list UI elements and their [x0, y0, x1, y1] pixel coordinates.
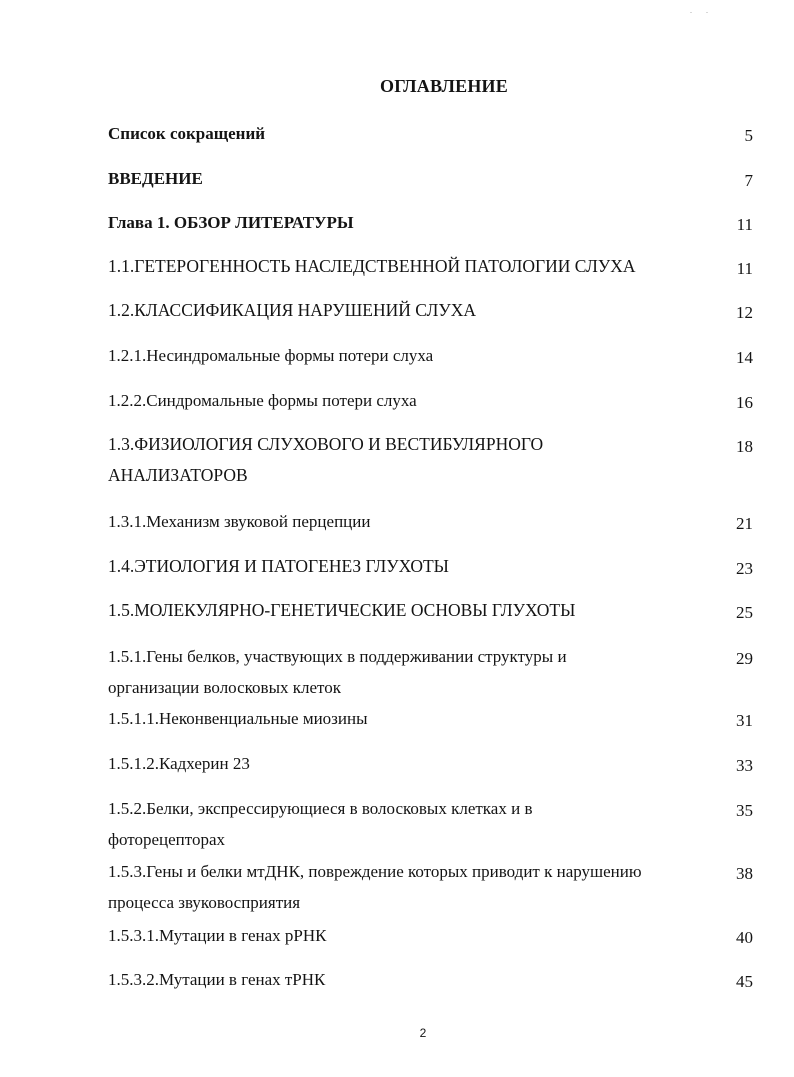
toc-entry-title: ВВЕДЕНИЕ: [108, 169, 203, 188]
toc-entry-page: 29: [736, 649, 753, 668]
toc-entry-title: 1.3.ФИЗИОЛОГИЯ СЛУХОВОГО И ВЕСТИБУЛЯРНОГО: [108, 434, 544, 454]
toc-entry-title: 1.5.1.Гены белков, участвующих в поддерживании структуры и: [108, 647, 567, 666]
toc-entry-title: 1.5.1.1.Неконвенциальные миозины: [108, 709, 368, 728]
page-title: ОГЛАВЛЕНИЕ: [380, 76, 508, 96]
toc-entry-page: 35: [736, 801, 753, 820]
toc-entry-page: 11: [736, 215, 753, 234]
toc-entry-title: Список сокращений: [108, 124, 266, 143]
toc-entry-title: 1.4.ЭТИОЛОГИЯ И ПАТОГЕНЕЗ ГЛУХОТЫ: [108, 556, 449, 576]
toc-entry-title: 1.5.3.Гены и белки мтДНК, повреждение которых приводит к нарушению: [108, 862, 642, 881]
toc-entry-page: 40: [736, 928, 753, 947]
toc-entry-title-continued: организации волосковых клеток: [108, 678, 342, 697]
toc-entry-page: 18: [736, 437, 753, 456]
toc-entry-page: 23: [736, 559, 753, 578]
toc-entry-page: 25: [736, 603, 753, 622]
toc-entry-page: 5: [744, 126, 753, 145]
toc-entry-title: 1.3.1.Механизм звуковой перцепции: [108, 512, 371, 531]
toc-entry-title-continued: фоторецепторах: [108, 830, 226, 849]
toc-entry-title-continued: процесса звуковосприятия: [108, 893, 301, 912]
toc-entry-page: 21: [736, 514, 753, 533]
toc-entry-title: 1.5.3.2.Мутации в генах тРНК: [108, 970, 326, 989]
toc-entry-title: 1.2.КЛАССИФИКАЦИЯ НАРУШЕНИЙ СЛУХА: [108, 300, 477, 320]
toc-entry-page: 7: [744, 171, 753, 190]
toc-entry-page: 31: [736, 711, 753, 730]
toc-entry-title: 1.1.ГЕТЕРОГЕННОСТЬ НАСЛЕДСТВЕННОЙ ПАТОЛОГИИ СЛУХА: [108, 256, 636, 276]
toc-entry-page: 33: [736, 756, 753, 775]
scan-marks: . .: [690, 6, 714, 15]
toc-entry-title: 1.2.1.Несиндромальные формы потери слуха: [108, 346, 434, 365]
page-number: 2: [419, 1026, 427, 1040]
toc-entry-title: 1.5.1.2.Кадхерин 23: [108, 754, 250, 773]
toc-entry-page: 38: [736, 864, 753, 883]
toc-entry-page: 16: [736, 393, 753, 412]
toc-entry-page: 14: [736, 348, 753, 367]
toc-entry-title: 1.5.МОЛЕКУЛЯРНО-ГЕНЕТИЧЕСКИЕ ОСНОВЫ ГЛУХОТЫ: [108, 600, 576, 620]
toc-entry-title-continued: АНАЛИЗАТОРОВ: [108, 465, 248, 485]
toc-entry-title: 1.5.2.Белки, экспрессирующиеся в волосковых клетках и в: [108, 799, 533, 818]
toc-entry-title: 1.2.2.Синдромальные формы потери слуха: [108, 391, 417, 410]
toc-entry-title: Глава 1. ОБЗОР ЛИТЕРАТУРЫ: [108, 213, 354, 232]
toc-entry-page: 12: [736, 303, 753, 322]
toc-entry-page: 45: [736, 972, 753, 991]
toc-entry-page: 11: [736, 259, 753, 278]
toc-entry-title: 1.5.3.1.Мутации в генах рРНК: [108, 926, 327, 945]
